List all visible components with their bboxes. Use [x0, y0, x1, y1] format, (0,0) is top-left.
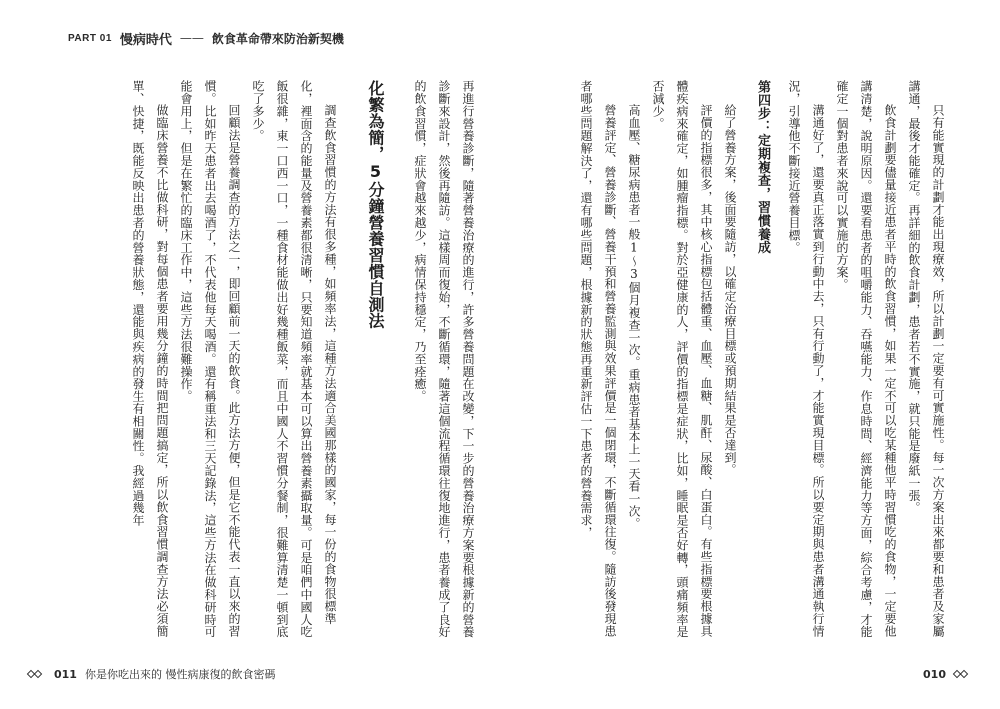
body-paragraph: 只有能實現的計劃才能出現療效，所以計劃一定要有可實施性。每一次方案出來都要和患者及家屬講通，最後才能確定。再詳細的飲食計劃，患者若不實施，就只能是廢紙一張。	[907, 80, 945, 638]
body-paragraph: 評價的指標很多，其中核心指標包括體重、血壓、血糖、肌酐、尿酸、白蛋白。有些指標要根據具體疾病來確定，如腫瘤指標。對於亞健康的人，評價的指標是症狀，比如，睡眠是否好轉，頭痛頻率是否減少。	[651, 80, 713, 638]
right-page-body	[555, 80, 950, 640]
diamond-ornament-icon	[28, 669, 46, 679]
section-heading: 化繁為簡，5分鐘營養習慣自測法	[366, 80, 385, 329]
running-header	[68, 26, 344, 50]
page-number-left: 011	[54, 667, 77, 681]
body-paragraph: 給了營養方案，後面要隨訪，以確定治療目標或預期結果是否達到。	[723, 104, 737, 476]
step-heading: 第四步：定期複查，習慣養成	[755, 80, 770, 255]
body-paragraph: 做臨床營養不比做科研，對每個患者要用幾分鐘的時間把問題搞定，所以飲食習慣調查方法必須簡單、快捷，既能反映出患者的營養狀態，還能與疾病的發生有相關性。我經過幾年	[131, 80, 169, 638]
body-paragraph: 營養評定、營養診斷、營養干預和營養監測與效果評價是一個閉環，不斷循環往復。隨訪後發現患者哪些問題解決了，還有哪些問題，根據新的狀態再重新評估一下患者的營養需求，	[579, 80, 617, 638]
book-title: 你是你吃出來的 慢性病康復的飲食密碼	[84, 668, 276, 681]
body-paragraph: 飲食計劃要儘量接近患者平時的飲食習慣，如果一定不可以吃某種他平時習慣吃的食物，一定要他講清楚，說明原因。還要看患者的咀嚼能力、吞嚥能力、作息時間、經濟能力等方面，綜合考慮，才能確定一個對患者來說可以實施的方案。	[835, 80, 897, 638]
body-paragraph: 回顧法是營養調查的方法之一，即回顧前一天的飲食。此方法方便，但是它不能代表一直以來的習慣。比如昨天患者出去喝酒了，不代表他每天喝酒。還有稱重法和三天記錄法，這些方法在做科研時可能會用上，但是在繁忙的臨床工作中，這些方法很難操作。	[179, 80, 241, 638]
right-footer	[923, 664, 972, 684]
chapter-title: 慢病時代	[119, 32, 172, 48]
left-footer	[28, 664, 275, 684]
body-paragraph: 調查飲食習慣的方法有很多種，如頻率法，這種方法適合美國那樣的國家，每一份的食物很標準化，裡面含的能量及營養素都很清晰，只要知道頻率就基本可以算出營養素攝取量。可是咱們中國人吃飯很雜，東一口西一口，一種食材能做出好幾種飯菜，而且中國人不習慣分餐制，很難算清楚一頓到底吃了多少。	[251, 80, 337, 638]
body-paragraph: 溝通好了，還要真正落實到行動中去，只有行動了，才能實現目標。所以要定期與患者溝通執行情況，引導他不斷接近營養目標。	[787, 80, 825, 638]
header-separator: ——	[179, 31, 204, 45]
body-paragraph: 高血壓、糖尿病患者一般1～3個月複查一次。重病患者基本上一天看一次。	[627, 104, 641, 530]
part-label: PART 01	[68, 32, 112, 44]
diamond-ornament-icon	[954, 669, 972, 679]
body-paragraph: 再進行營養診斷，隨著營養治療的進行，許多營養問題在改變，下一步的營養治療方案要根據新的營養診斷來設計，然後再隨訪。這樣周而復始，不斷循環，隨著這個流程循環往復地進行，患者養成了良好的飲食習慣，症狀會越來越少，病情保持穩定，乃至痊癒。	[413, 80, 475, 638]
chapter-subtitle: 飲食革命帶來防治新契機	[211, 31, 344, 46]
page-number-right: 010	[923, 667, 946, 681]
left-page-body	[40, 80, 480, 640]
